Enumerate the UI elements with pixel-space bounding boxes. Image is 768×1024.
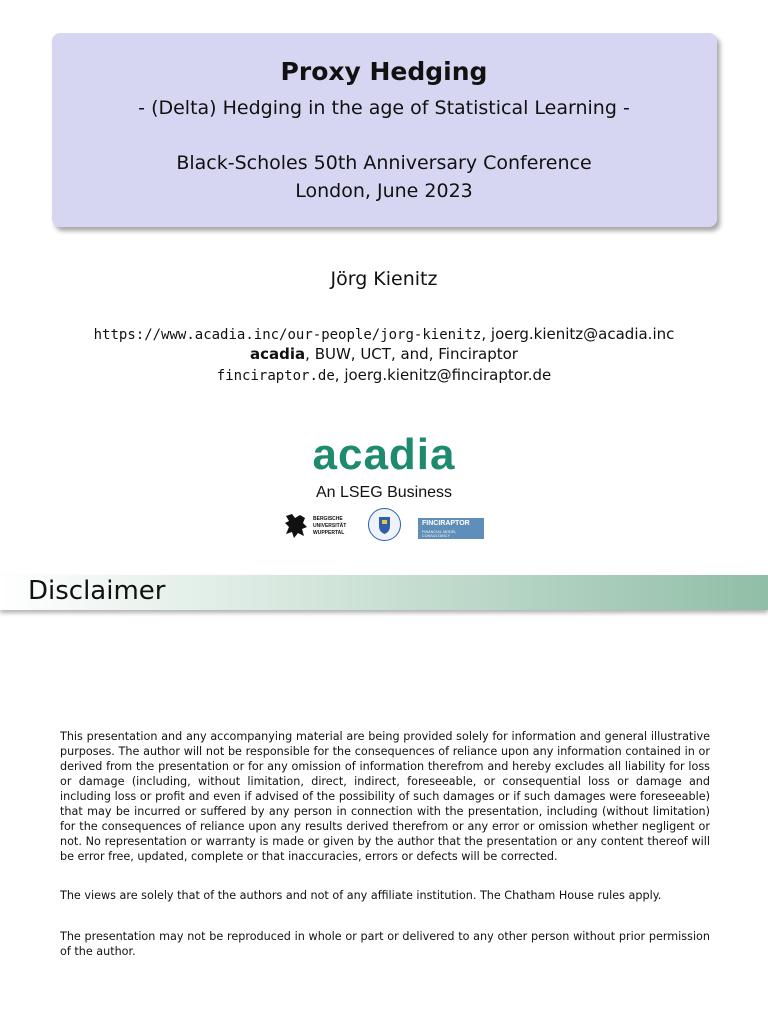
affiliation-acadia: acadia <box>250 345 306 363</box>
author-name: Jörg Kienitz <box>330 268 438 290</box>
finciraptor-email[interactable]: , joerg.kienitz@finciraptor.de <box>334 366 552 384</box>
finciraptor-logo-text: FINCIRAPTOR <box>422 520 470 527</box>
buw-text-line-3: WUPPERTAL <box>313 530 345 536</box>
affiliation-line-1 <box>0 325 768 343</box>
affiliation-line-2 <box>0 345 768 363</box>
buw-lion-icon <box>283 512 309 540</box>
uct-shield-icon <box>369 509 400 540</box>
disclaimer-paragraph-3: The presentation may not be reproduced in whole or part or delivered to any other person without prior permission of the author. <box>60 930 710 958</box>
acadia-profile-link[interactable]: https://www.acadia.inc/our-people/jorg-kienitz <box>93 327 482 343</box>
affiliation-others: , BUW, UCT, and, Finciraptor <box>305 345 518 363</box>
disclaimer-paragraph-2: The views are solely that of the authors and not of any affiliate institution. The Chatham House rules apply. <box>60 889 662 902</box>
uct-crest-logo <box>368 508 401 541</box>
acadia-email[interactable]: , joerg.kienitz@acadia.inc <box>481 325 675 343</box>
disclaimer-paragraph-1: This presentation and any accompanying material are being provided solely for information and general illustrative purposes. The author will not be responsible for the consequences of reliance upon any information contained in or derived from the presentation or for any omission of information therefrom and hereby excludes all liability for loss or damage (including, without limitation, direct, indirect, foreseeable, or consequential loss or damage and including loss or profit and even if advised of the possibility of such damages or if such damages were foreseeable) that may be incurred or suffered by any person in connection with the presentation, including (without limitation) for the consequences of reliance upon any results derived therefrom or any error or omission whether negligent or not. No representation or warranty is made or given by the author that the presentation or any content thereof will be error free, updated, complete or that inaccuracies, errors or defects will be corrected. <box>60 730 710 863</box>
presentation-title: Proxy Hedging <box>280 57 488 86</box>
affiliation-line-3 <box>0 366 768 384</box>
finciraptor-logo-tagline: FINANCIAL MODEL CONSULTANCY <box>422 530 457 538</box>
acadia-tagline: An LSEG Business <box>315 484 453 501</box>
presentation-subtitle: - (Delta) Hedging in the age of Statistical Learning - <box>138 97 630 119</box>
acadia-logo: acadia <box>312 430 456 479</box>
finciraptor-link[interactable]: finciraptor.de <box>216 368 335 384</box>
finciraptor-logo <box>418 518 484 539</box>
disclaimer-heading: Disclaimer <box>28 576 166 606</box>
buw-text-line-1: BERGISCHE <box>313 516 343 522</box>
conference-name: Black-Scholes 50th Anniversary Conference <box>176 152 592 174</box>
conference-location-date: London, June 2023 <box>295 180 473 202</box>
buw-logo <box>283 512 353 542</box>
buw-text-line-2: UNIVERSITÄT <box>313 523 347 529</box>
